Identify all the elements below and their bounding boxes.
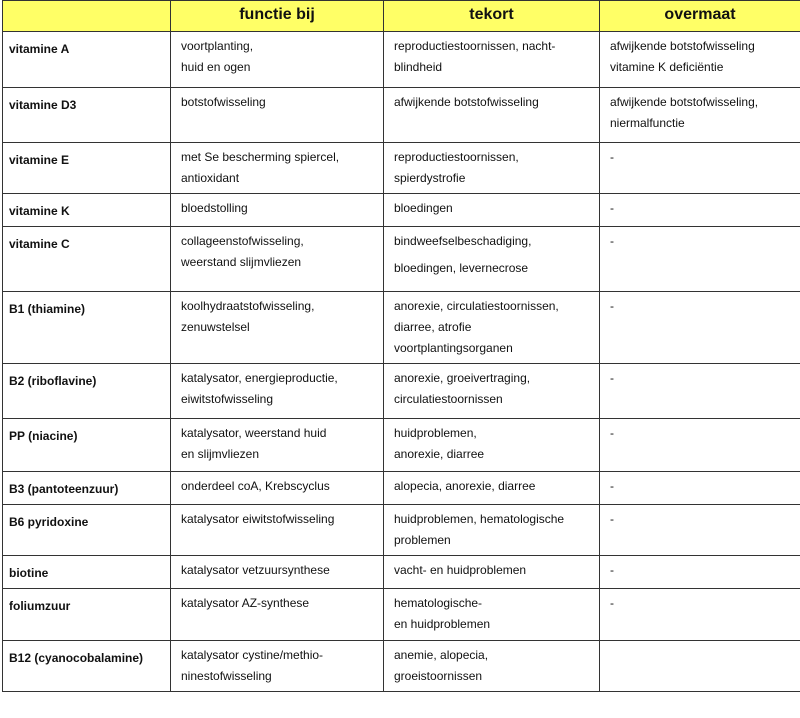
header-overmaat: overmaat — [600, 1, 800, 32]
table-row — [3, 589, 800, 641]
cell-line: anorexie, diarree — [394, 447, 485, 461]
cell-functie — [171, 88, 384, 143]
cell-line: katalysator AZ-synthese — [181, 596, 310, 610]
vitamin-name: B1 (thiamine) — [3, 292, 171, 364]
vitamin-name: B3 (pantoteenzuur) — [3, 472, 171, 505]
cell-line: antioxidant — [181, 171, 240, 185]
cell-line: anorexie, circulatiestoornissen, — [394, 299, 559, 313]
cell-tekort — [384, 227, 600, 292]
cell-line: huidproblemen, — [394, 426, 477, 440]
cell-line: - — [610, 150, 614, 164]
cell-overmaat — [600, 32, 800, 88]
vitamin-name: B6 pyridoxine — [3, 505, 171, 556]
cell-overmaat — [600, 88, 800, 143]
cell-tekort — [384, 419, 600, 472]
cell-line: afwijkende botstofwisseling, — [610, 95, 759, 109]
header-functie: functie bij — [171, 1, 384, 32]
cell-line: weerstand slijmvliezen — [181, 255, 302, 269]
vitamin-name: vitamine E — [3, 143, 171, 194]
cell-overmaat — [600, 292, 800, 364]
cell-line: - — [610, 512, 614, 526]
table-row — [3, 556, 800, 589]
cell-line: en slijmvliezen — [181, 447, 260, 461]
cell-line: anemie, alopecia, — [394, 648, 489, 662]
cell-overmaat — [600, 194, 800, 227]
cell-tekort — [384, 88, 600, 143]
cell-line: en huidproblemen — [394, 617, 491, 631]
cell-line: zenuwstelsel — [181, 320, 250, 334]
cell-line: hematologische- — [394, 596, 483, 610]
cell-functie — [171, 589, 384, 641]
vitamin-name: vitamine D3 — [3, 88, 171, 143]
cell-overmaat — [600, 364, 800, 419]
cell-functie — [171, 227, 384, 292]
cell-tekort — [384, 292, 600, 364]
cell-functie — [171, 32, 384, 88]
cell-line: anorexie, groeivertraging, — [394, 371, 531, 385]
cell-line: reproductiestoornissen, — [394, 150, 519, 164]
cell-tekort — [384, 505, 600, 556]
cell-overmaat — [600, 472, 800, 505]
vitamin-name: vitamine C — [3, 227, 171, 292]
table-row — [3, 88, 800, 143]
cell-line: reproductiestoornissen, nacht- — [394, 39, 556, 53]
table-row — [3, 194, 800, 227]
cell-functie — [171, 364, 384, 419]
vitamin-name: foliumzuur — [3, 589, 171, 641]
cell-line: - — [610, 371, 614, 385]
cell-line: bloedstolling — [181, 201, 248, 215]
cell-line: bloedingen, levernecrose — [394, 261, 529, 275]
vitamin-name: vitamine A — [3, 32, 171, 88]
cell-line: met Se bescherming spiercel, — [181, 150, 340, 164]
table-row — [3, 641, 800, 692]
cell-line: spierdystrofie — [394, 171, 466, 185]
cell-line: alopecia, anorexie, diarree — [394, 479, 536, 493]
cell-functie — [171, 419, 384, 472]
table-row — [3, 472, 800, 505]
cell-line: ninestofwisseling — [181, 669, 272, 683]
cell-overmaat — [600, 419, 800, 472]
table-row — [3, 364, 800, 419]
vitamin-name: biotine — [3, 556, 171, 589]
cell-line: vacht- en huidproblemen — [394, 563, 527, 577]
cell-line: katalysator, weerstand huid — [181, 426, 327, 440]
cell-overmaat — [600, 143, 800, 194]
table-row — [3, 227, 800, 292]
table-row — [3, 292, 800, 364]
cell-line: - — [610, 201, 614, 215]
table-row — [3, 419, 800, 472]
cell-line: katalysator vetzuursynthese — [181, 563, 330, 577]
cell-functie — [171, 505, 384, 556]
cell-line: - — [610, 426, 614, 440]
vitamin-name: vitamine K — [3, 194, 171, 227]
cell-line: botstofwisseling — [181, 95, 266, 109]
cell-line: onderdeel coA, Krebscyclus — [181, 479, 330, 493]
cell-overmaat — [600, 556, 800, 589]
cell-line: huidproblemen, hematologische — [394, 512, 565, 526]
vitamin-name: B12 (cyanocobalamine) — [3, 641, 171, 692]
cell-line: bindweefselbeschadiging, — [394, 234, 532, 248]
cell-tekort — [384, 32, 600, 88]
cell-line: - — [610, 596, 614, 610]
cell-line: collageenstofwisseling, — [181, 234, 304, 248]
cell-line: katalysator, energieproductie, — [181, 371, 338, 385]
cell-tekort — [384, 556, 600, 589]
cell-line: diarree, atrofie — [394, 320, 472, 334]
cell-line: huid en ogen — [181, 60, 251, 74]
cell-line: - — [610, 234, 614, 248]
cell-functie — [171, 143, 384, 194]
cell-overmaat — [600, 589, 800, 641]
cell-functie — [171, 292, 384, 364]
vitamin-table — [2, 0, 800, 692]
vitamin-name: B2 (riboflavine) — [3, 364, 171, 419]
cell-functie — [171, 641, 384, 692]
cell-line: katalysator eiwitstofwisseling — [181, 512, 335, 526]
cell-overmaat — [600, 227, 800, 292]
cell-functie — [171, 194, 384, 227]
cell-tekort — [384, 194, 600, 227]
vitamin-name: PP (niacine) — [3, 419, 171, 472]
table-row — [3, 143, 800, 194]
cell-overmaat — [600, 641, 800, 692]
cell-line: vitamine K deficiëntie — [610, 60, 724, 74]
table-row — [3, 505, 800, 556]
cell-line: blindheid — [394, 60, 443, 74]
cell-line: voortplanting, — [181, 39, 254, 53]
cell-line: bloedingen — [394, 201, 453, 215]
cell-overmaat — [600, 505, 800, 556]
cell-tekort — [384, 472, 600, 505]
cell-line: circulatiestoornissen — [394, 392, 503, 406]
header-row — [3, 1, 800, 32]
cell-line: - — [610, 563, 614, 577]
cell-line: problemen — [394, 533, 451, 547]
cell-tekort — [384, 589, 600, 641]
cell-functie — [171, 472, 384, 505]
cell-tekort — [384, 641, 600, 692]
cell-functie — [171, 556, 384, 589]
cell-line: eiwitstofwisseling — [181, 392, 274, 406]
table-body — [3, 32, 800, 692]
cell-tekort — [384, 143, 600, 194]
cell-line: groeistoornissen — [394, 669, 483, 683]
cell-line: koolhydraatstofwisseling, — [181, 299, 315, 313]
cell-line: - — [610, 299, 614, 313]
cell-line: niermalfunctie — [610, 116, 685, 130]
cell-line: voortplantingsorganen — [394, 341, 513, 355]
header-tekort: tekort — [384, 1, 600, 32]
cell-line: - — [610, 479, 614, 493]
cell-tekort — [384, 364, 600, 419]
cell-line: afwijkende botstofwisseling — [610, 39, 755, 53]
table-row — [3, 32, 800, 88]
cell-line: afwijkende botstofwisseling — [394, 95, 539, 109]
header-empty — [3, 1, 171, 32]
cell-line: katalysator cystine/methio- — [181, 648, 324, 662]
